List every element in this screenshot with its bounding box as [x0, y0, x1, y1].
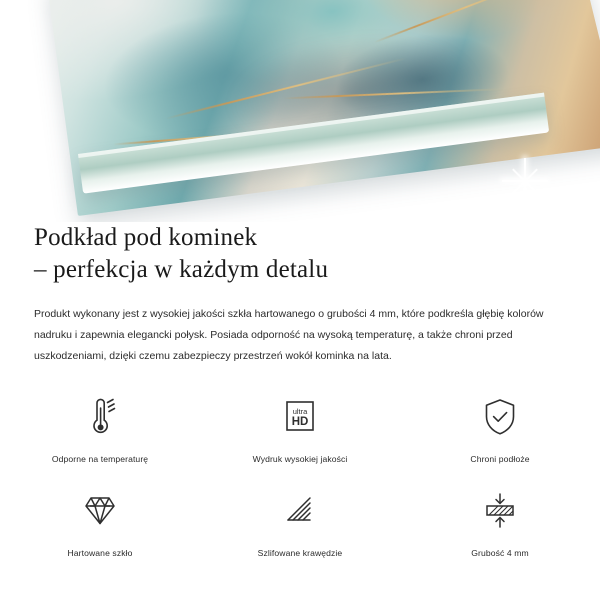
shield-check-icon: [474, 392, 526, 442]
thickness-arrows-icon: [474, 486, 526, 536]
page-title: [34, 222, 566, 286]
feature-item-tempered-glass: [0, 486, 200, 558]
feature-label: Odporne na temperaturę: [51, 454, 149, 464]
ultra-hd-badge-top: ultra: [292, 407, 308, 416]
feature-grid: [0, 392, 600, 558]
feature-label: Wydruk wysokiej jakości: [252, 454, 348, 464]
feature-item-thickness: [400, 486, 600, 558]
text-content: [0, 222, 600, 367]
thermometer-icon: [74, 392, 126, 442]
page-title-line-2: – perfekcja w każdym detalu: [34, 256, 329, 283]
feature-item-polished-edges: [200, 486, 400, 558]
diamond-icon: [74, 486, 126, 536]
feature-label: Grubość 4 mm: [471, 548, 529, 558]
ultra-hd-icon: [274, 392, 326, 442]
feature-item-temperature: [0, 392, 200, 464]
polished-edges-icon: [274, 486, 326, 536]
feature-item-print-quality: [200, 392, 400, 464]
page-title-line-1: Podkład pod kominek: [34, 224, 258, 251]
hero-image: [0, 0, 600, 222]
product-description: Produkt wykonany jest z wysokiej jakości szkła hartowanego o grubości 4 mm, które podkreśla głębię kolorów nadruku i zapewnia elegancki połysk. Posiada odporność na wysoką temperaturę, a także chroni przed uszkodzeniami, dzięki czemu zabezpieczy przestrzeń wokół kominka na lata.: [34, 308, 544, 362]
feature-label: Hartowane szkło: [67, 548, 133, 558]
feature-item-surface-protection: [400, 392, 600, 464]
feature-label: Szlifowane krawędzie: [257, 548, 343, 558]
ultra-hd-badge-bottom: HD: [291, 416, 309, 428]
feature-label: Chroni podłoże: [470, 454, 530, 464]
